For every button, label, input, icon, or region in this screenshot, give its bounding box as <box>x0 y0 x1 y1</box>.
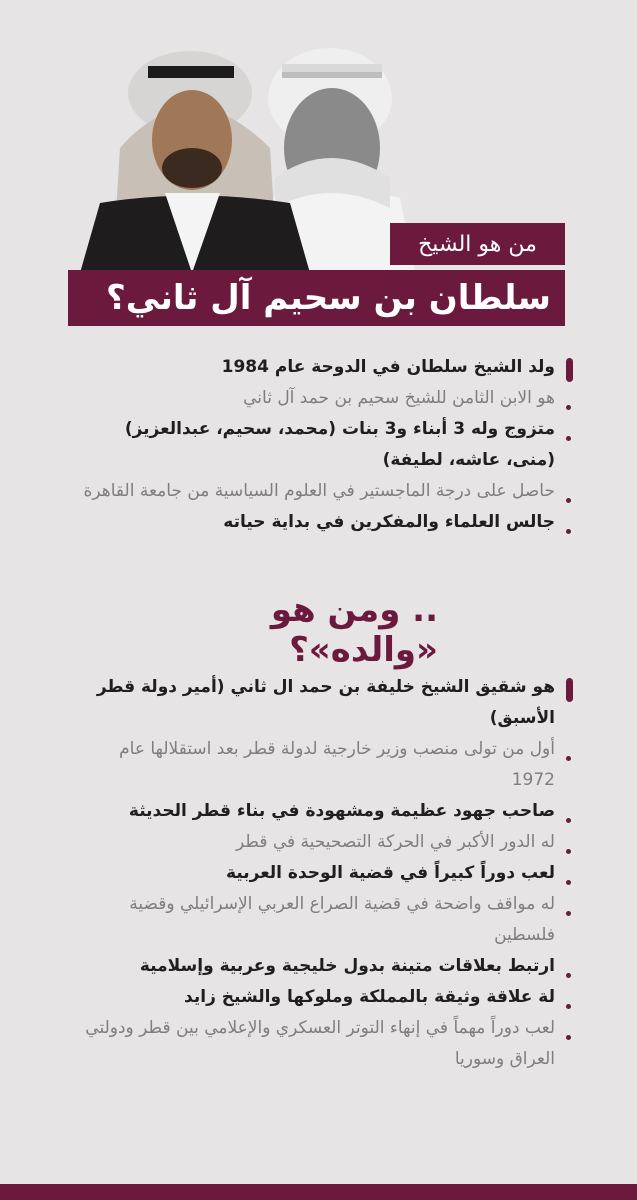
list-item <box>75 858 555 889</box>
bullet-dot <box>566 911 571 916</box>
list-item-text: هو الابن الثامن للشيخ سحيم بن حمد آل ثاني <box>243 388 555 408</box>
list-item-text: هو شقيق الشيخ خليفة بن حمد ال ثاني (أمير دولة قطر الأسبق) <box>96 677 555 728</box>
bullet-dot <box>566 436 571 441</box>
list-item-text: حاصل على درجة الماجستير في العلوم السياسية من جامعة القاهرة <box>83 481 555 501</box>
list-item-text: صاحب جهود عظيمة ومشهودة في بناء قطر الحديثة <box>128 801 555 821</box>
bullet-dot <box>566 849 571 854</box>
bullet-dot <box>566 973 571 978</box>
bullet-dot <box>566 405 571 410</box>
section2-title: .. ومن هو «والده»؟ <box>270 590 438 670</box>
bullet-dot <box>566 880 571 885</box>
list-item-text: لعب دوراً مهماً في إنهاء التوتر العسكري والإعلامي بين قطر ودولتي العراق وسوريا <box>85 1018 555 1069</box>
bullet-dot <box>566 1035 571 1040</box>
section1-list <box>75 352 555 538</box>
bullet-dot <box>566 529 571 534</box>
list-item <box>75 889 555 951</box>
list-item <box>75 1013 555 1075</box>
accent-bar <box>566 678 573 702</box>
list-item-text: أول من تولى منصب وزير خارجية لدولة قطر بعد استقلالها عام 1972 <box>119 739 555 790</box>
list-item <box>75 507 555 538</box>
list-item-text: لعب دوراً كبيراً في قضية الوحدة العربية <box>225 863 555 883</box>
bullet-dot <box>566 818 571 823</box>
portrait-photos <box>60 28 420 273</box>
section2-list <box>75 672 555 1075</box>
list-item-text: جالس العلماء والمفكرين في بداية حياته <box>223 512 555 532</box>
list-item-text: له الدور الأكبر في الحركة التصحيحية في قطر <box>236 832 555 852</box>
list-item <box>75 982 555 1013</box>
list-item <box>75 672 555 734</box>
list-item-text: ارتبط بعلاقات متينة بدول خليجية وعربية وإسلامية <box>139 956 555 976</box>
title-small: من هو الشيخ <box>390 223 565 265</box>
list-item <box>75 352 555 383</box>
accent-bar <box>566 358 573 382</box>
list-item <box>75 951 555 982</box>
title-big: سلطان بن سحيم آل ثاني؟ <box>68 270 565 326</box>
bullet-dot <box>566 1004 571 1009</box>
bullet-dot <box>566 756 571 761</box>
portraits-illustration <box>60 28 420 273</box>
list-item-text: ولد الشيخ سلطان في الدوحة عام 1984 <box>221 357 555 377</box>
list-item-text: لة علاقة وثيقة بالمملكة وملوكها والشيخ زايد <box>184 987 555 1007</box>
list-item <box>75 734 555 796</box>
list-item-text: متزوج وله 3 أبناء و3 بنات (محمد، سحيم، عبدالعزيز) (منى، عاشه، لطيفة) <box>124 419 555 470</box>
list-item <box>75 796 555 827</box>
list-item <box>75 383 555 414</box>
list-item <box>75 827 555 858</box>
bottom-accent-bar <box>0 1184 637 1200</box>
bullet-dot <box>566 498 571 503</box>
list-item-text: له مواقف واضحة في قضية الصراع العربي الإسرائيلي وقضية فلسطين <box>129 894 555 945</box>
list-item <box>75 414 555 476</box>
list-item <box>75 476 555 507</box>
